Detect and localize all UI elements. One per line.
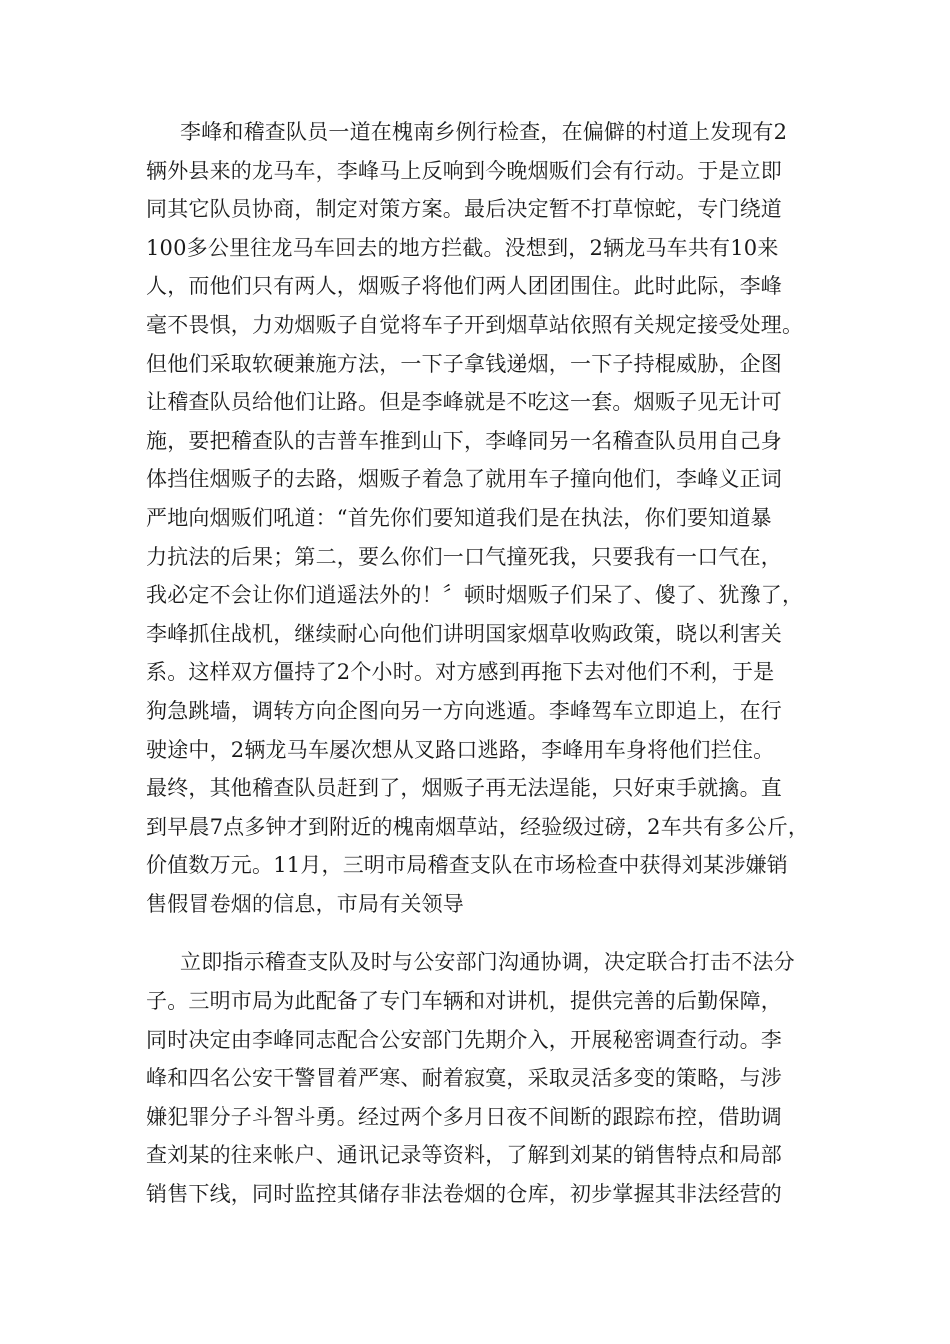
text-line: 我必定不会让你们逍遥法外的！〞顿时烟贩子们呆了、傻了、犹豫了， [146,583,804,608]
text-line: 让稽查队员给他们让路。但是李峰就是不吃这一套。烟贩子见无计可 [146,390,782,415]
text-line: 人，而他们只有两人，烟贩子将他们两人团团围住。此时此际，李峰 [146,274,782,299]
text-line: 体挡住烟贩子的去路，烟贩子着急了就用车子撞向他们，李峰义正词 [146,467,782,492]
text-line: 销售下线，同时监控其储存非法卷烟的仓库，初步掌握其非法经营的 [146,1182,782,1207]
text-line: 最终，其他稽查队员赶到了，烟贩子再无法逞能，只好束手就擒。直 [146,776,782,801]
text-line: 价值数万元。11月，三明市局稽查支队在市场检查中获得刘某涉嫌销 [146,853,788,878]
text-line: 同其它队员协商，制定对策方案。最后决定暂不打草惊蛇，专门绕道 [146,197,782,222]
text-line: 严地向烟贩们吼道：“首先你们要知道我们是在执法，你们要知道暴 [146,505,772,530]
text-line: 李峰和稽查队员一道在槐南乡例行检查，在偏僻的村道上发现有2 [180,120,788,144]
text-line: 100多公里往龙马车回去的地方拦截。没想到，2辆龙马车共有10来 [146,235,779,260]
text-line: 子。三明市局为此配备了专门车辆和对讲机，提供完善的后勤保障， [146,989,782,1014]
text-line: 力抗法的后果；第二，要么你们一口气撞死我，只要我有一口气在， [146,544,782,569]
text-line: 峰和四名公安干警冒着严寒、耐着寂寞，采取灵活多变的策略，与涉 [146,1066,782,1091]
text-line: 施，要把稽查队的吉普车推到山下，李峰同另一名稽查队员用自己身 [146,428,782,453]
text-line: 同时决定由李峰同志配合公安部门先期介入，开展秘密调查行动。李 [146,1027,782,1052]
text-line: 立即指示稽查支队及时与公安部门沟通协调，决定联合打击不法分 [180,950,795,975]
text-line: 嫌犯罪分子斗智斗勇。经过两个多月日夜不间断的跟踪布控，借助调 [146,1104,782,1129]
text-line: 到早晨7点多钟才到附近的槐南烟草站，经验级过磅，2车共有多公斤， [146,814,810,839]
text-line: 但他们采取软硬兼施方法，一下子拿钱递烟，一下子持棍威胁，企图 [146,351,782,376]
text-line: 李峰抓住战机，继续耐心向他们讲明国家烟草收购政策，晓以利害关 [146,621,782,646]
paragraph-1 [146,113,810,923]
text-line: 系。这样双方僵持了2个小时。对方感到再拖下去对他们不利，于是 [146,660,775,685]
text-line: 狗急跳墙，调转方向企图向另一方向逃遁。李峰驾车立即追上，在行 [146,698,782,723]
text-line: 驶途中，2辆龙马车屡次想从叉路口逃路，李峰用车身将他们拦住。 [146,737,775,762]
text-line: 毫不畏惧，力劝烟贩子自觉将车子开到烟草站依照有关规定接受处理。 [146,312,804,337]
text-line: 售假冒卷烟的信息，市局有关领导 [146,891,464,916]
text-line: 查刘某的往来帐户、通讯记录等资料，了解到刘某的销售特点和局部 [146,1143,782,1168]
paragraph-2 [146,943,806,1213]
document-body [146,113,810,1214]
text-line: 辆外县来的龙马车，李峰马上反响到今晚烟贩们会有行动。于是立即 [146,158,782,183]
